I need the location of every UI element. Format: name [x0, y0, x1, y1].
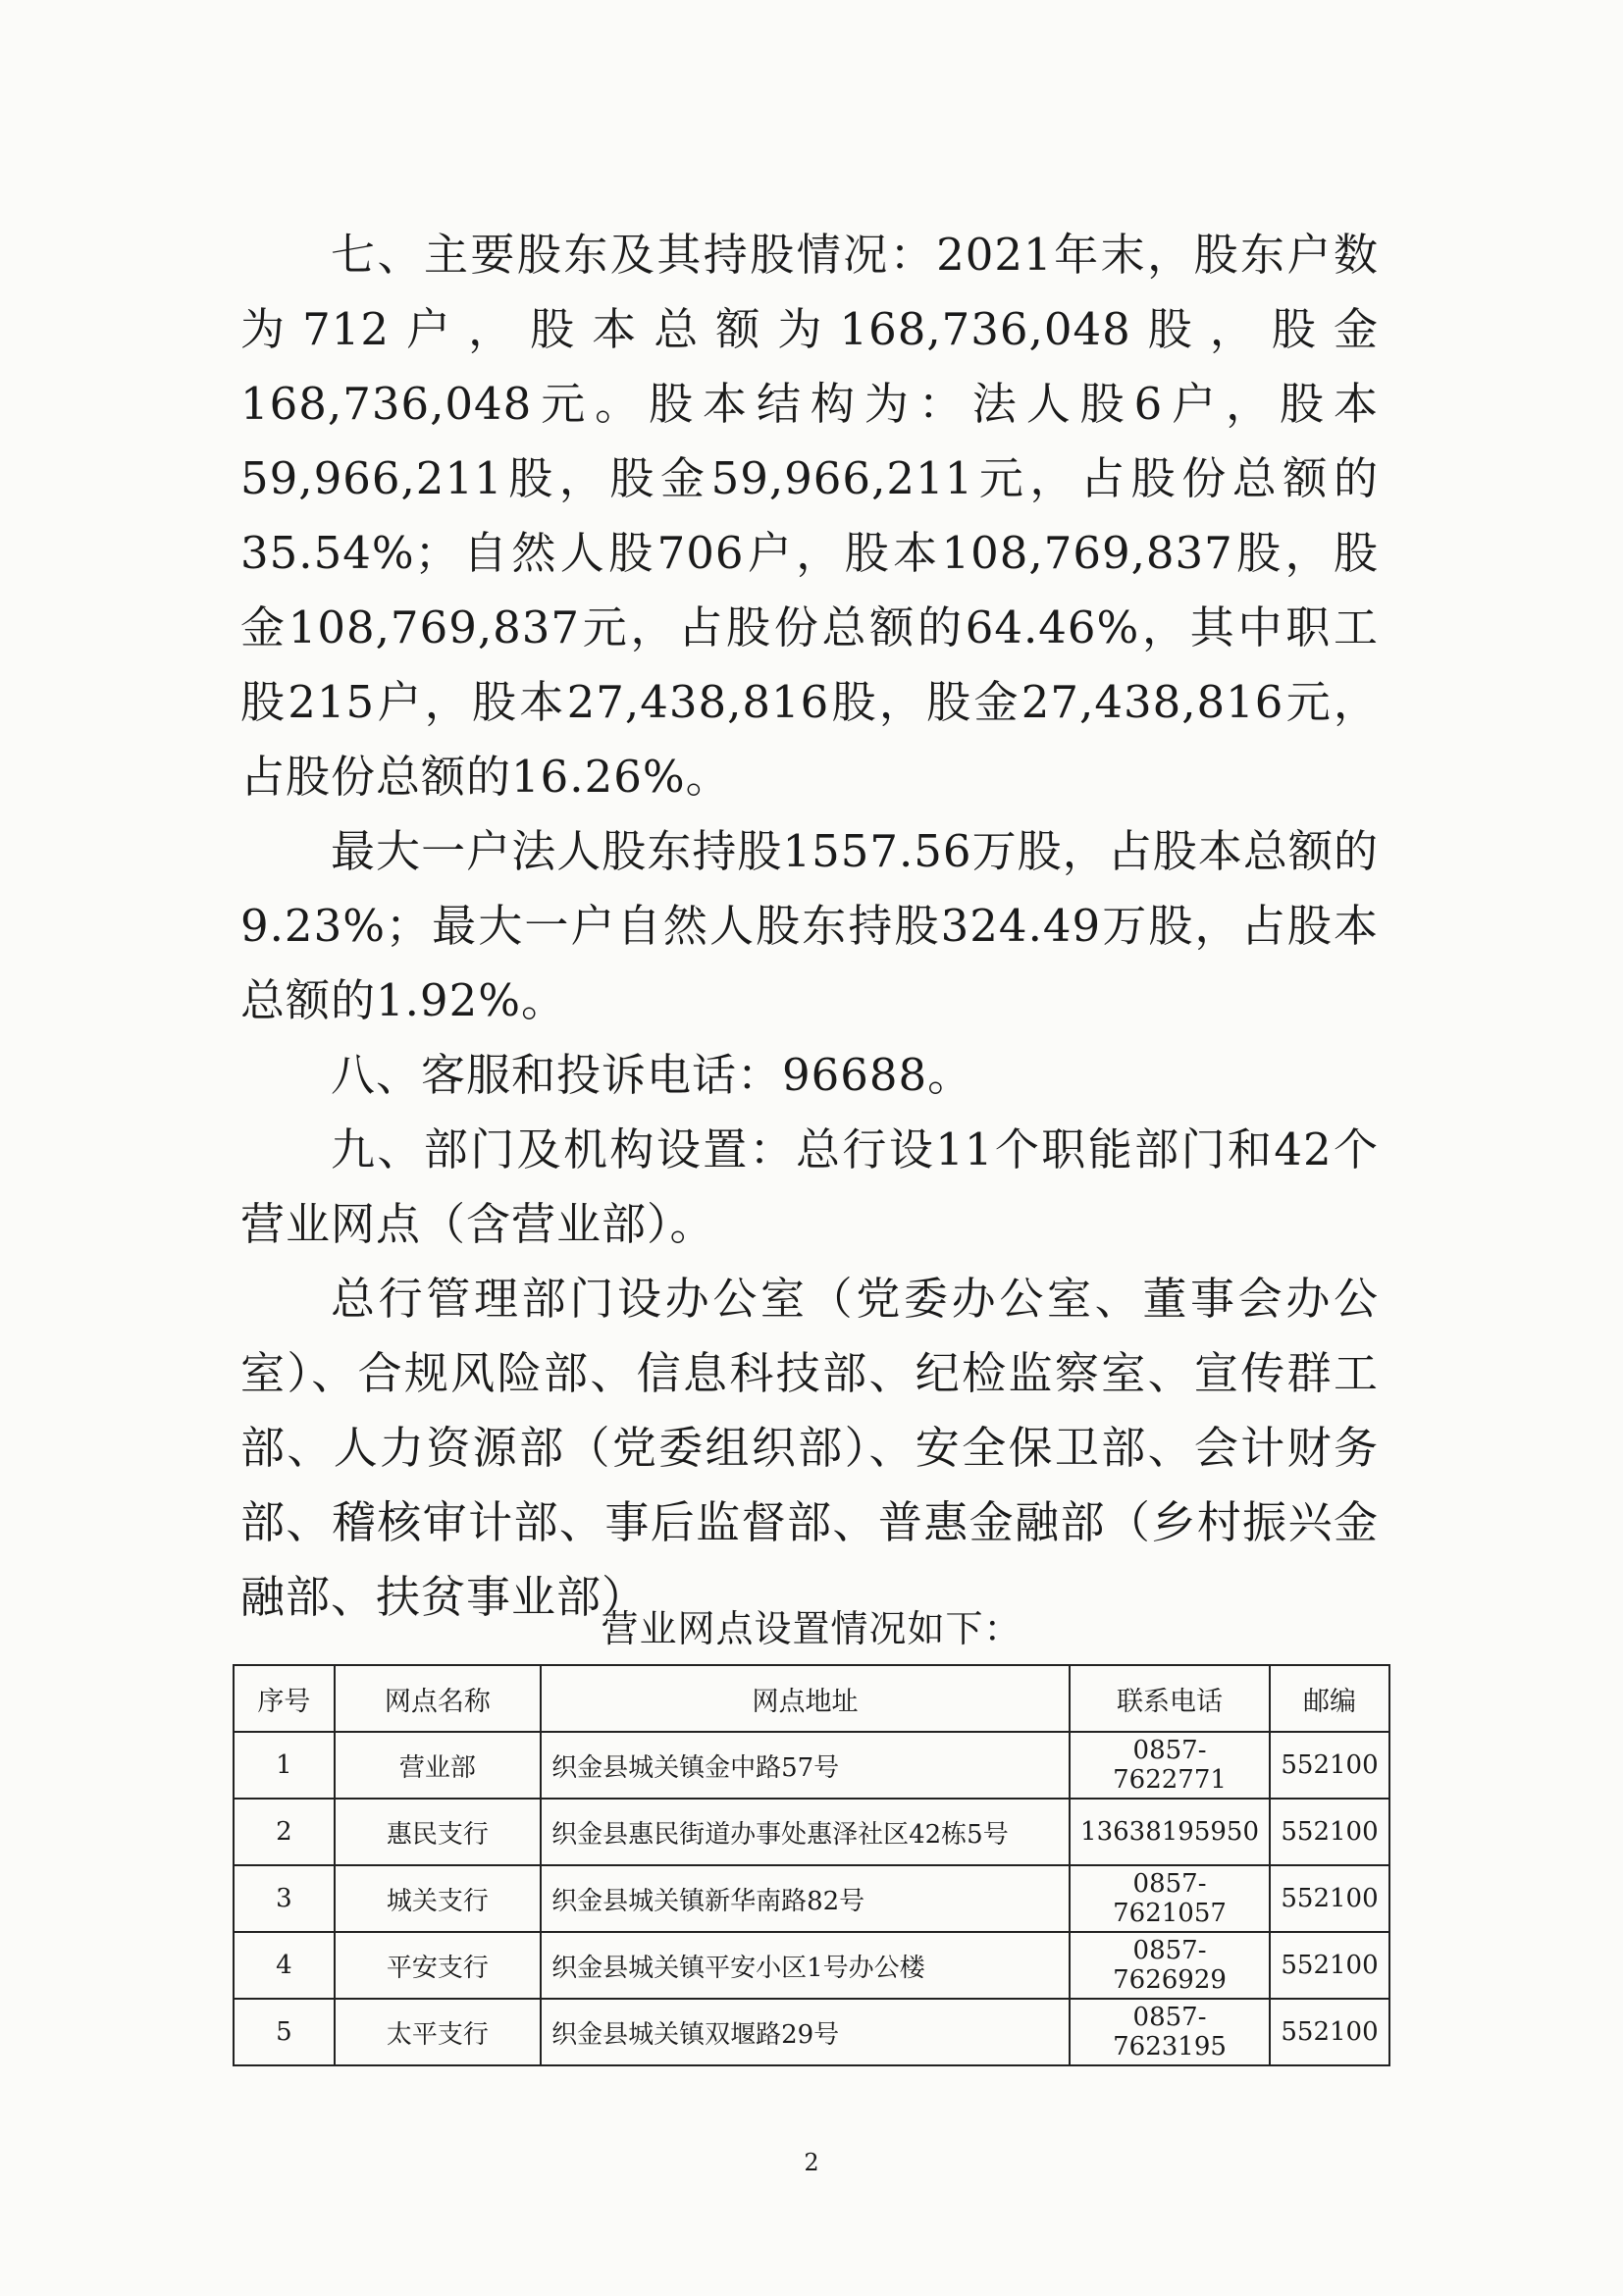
header-zip: 邮编: [1270, 1665, 1389, 1732]
cell-phone: 0857-7626929: [1070, 1932, 1270, 1999]
cell-no: 4: [234, 1932, 335, 1999]
branch-table: [233, 1664, 1390, 2066]
body-text: [240, 218, 1379, 1635]
cell-zip: 552100: [1270, 1865, 1389, 1932]
cell-zip: 552100: [1270, 1999, 1389, 2065]
cell-no: 2: [234, 1799, 335, 1865]
paragraph-departments: 九、部门及机构设置：总行设11个职能部门和42个营业网点（含营业部）。: [240, 1123, 1379, 1250]
table-title: 营业网点设置情况如下：: [601, 1607, 1022, 1650]
header-address: 网点地址: [541, 1665, 1070, 1732]
cell-phone: 13638195950: [1070, 1799, 1270, 1865]
table-row: [234, 1799, 1389, 1865]
cell-address: 织金县城关镇新华南路82号: [541, 1865, 1070, 1932]
cell-no: 1: [234, 1732, 335, 1799]
cell-address: 织金县城关镇金中路57号: [541, 1732, 1070, 1799]
table-row: [234, 1932, 1389, 1999]
paragraph-hotline: 八、客服和投诉电话：96688。: [331, 1049, 973, 1101]
paragraph-management: 总行管理部门设办公室（党委办公室、董事会办公室）、合规风险部、信息科技部、纪检监察室、宣传群工部、人力资源部（党委组织部）、安全保卫部、会计财务部、稽核审计部、事后监督部、普惠金融部（乡村振兴金融部、扶贫事业部）: [240, 1273, 1379, 1623]
header-phone: 联系电话: [1070, 1665, 1270, 1732]
cell-address: 织金县城关镇双堰路29号: [541, 1999, 1070, 2065]
cell-name: 太平支行: [335, 1999, 541, 2065]
page-number: 2: [804, 2149, 819, 2176]
cell-phone: 0857-7623195: [1070, 1999, 1270, 2065]
table-row: [234, 1999, 1389, 2065]
cell-zip: 552100: [1270, 1932, 1389, 1999]
cell-no: 3: [234, 1865, 335, 1932]
table-header-row: [234, 1665, 1389, 1732]
cell-address: 织金县城关镇平安小区1号办公楼: [541, 1932, 1070, 1999]
cell-phone: 0857-7621057: [1070, 1865, 1270, 1932]
cell-name: 平安支行: [335, 1932, 541, 1999]
header-no: 序号: [234, 1665, 335, 1732]
table-row: [234, 1732, 1389, 1799]
cell-name: 营业部: [335, 1732, 541, 1799]
cell-zip: 552100: [1270, 1732, 1389, 1799]
table-row: [234, 1865, 1389, 1932]
cell-zip: 552100: [1270, 1799, 1389, 1865]
paragraph-shareholders: 七、主要股东及其持股情况：2021年末，股东户数为712户，股本总额为168,736,048股，股金168,736,048元。股本结构为：法人股6户，股本59,966,211股，股金59,966,211元，占股份总额的35.54%；自然人股706户，股本108,769,837股，股金108,769,837元，占股份总额的64.46%，其中职工股215户，股本27,438,816股，股金27,438,816元，占股份总额的16.26%。: [240, 229, 1379, 803]
header-name: 网点名称: [335, 1665, 541, 1732]
cell-name: 惠民支行: [335, 1799, 541, 1865]
cell-name: 城关支行: [335, 1865, 541, 1932]
cell-no: 5: [234, 1999, 335, 2065]
paragraph-largest-holders: 最大一户法人股东持股1557.56万股，占股本总额的9.23%；最大一户自然人股东持股324.49万股，占股本总额的1.92%。: [240, 825, 1379, 1026]
cell-phone: 0857-7622771: [1070, 1732, 1270, 1799]
cell-address: 织金县惠民街道办事处惠泽社区42栋5号: [541, 1799, 1070, 1865]
